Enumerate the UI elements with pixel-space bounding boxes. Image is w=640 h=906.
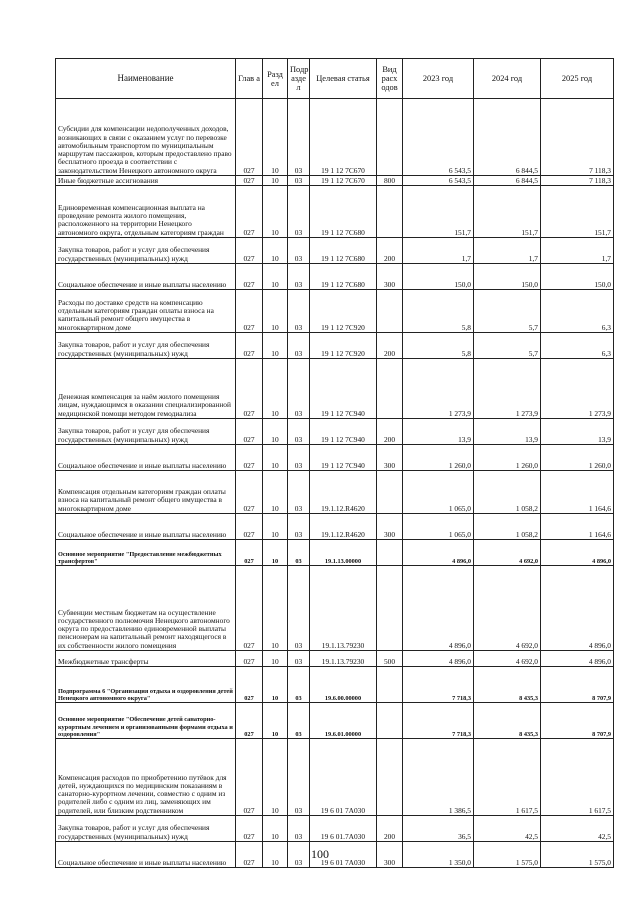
cell-glava: 027 [236,186,263,238]
cell-expense-type: 200 [377,816,403,842]
cell-expense-type: 200 [377,333,403,359]
cell-name: Закупка товаров, работ и услуг для обеспечения государственных (муниципальных) нужд [56,816,236,842]
cell-year-2024: 1 273,9 [474,359,541,419]
table-row [56,445,614,471]
cell-razdel: 10 [263,99,288,176]
cell-razdel: 10 [263,842,288,868]
cell-year-2024: 5,7 [474,290,541,333]
cell-podrazdel: 03 [288,419,310,445]
cell-year-2025: 7 118,3 [541,99,614,176]
cell-year-2024: 150,0 [474,264,541,290]
cell-razdel: 10 [263,186,288,238]
cell-year-2023: 150,0 [403,264,474,290]
cell-name: Субсидии для компенсации недополученных доходов, возникающих в связи с оказанием услуг по перевозке автомобильным транспортом по муниципальным маршрутам пассажиров, которым предоставлено право бесплатного проезда в соответствии с законодательством Ненецкого автономного округа [56,99,236,176]
cell-podrazdel: 03 [288,264,310,290]
cell-year-2023: 1 065,0 [403,471,474,514]
table-row [56,651,614,667]
page-number: 100 [311,847,329,861]
table-row [56,333,614,359]
cell-year-2023: 1,7 [403,238,474,264]
cell-target-article: 19 1 12 7С940 [310,359,377,419]
cell-razdel: 10 [263,264,288,290]
table-row [56,514,614,540]
cell-target-article: 19.6.00.00000 [310,667,377,703]
cell-podrazdel: 03 [288,667,310,703]
cell-expense-type: 500 [377,651,403,667]
table-row [56,186,614,238]
cell-year-2023: 6 543,5 [403,176,474,186]
cell-year-2025: 13,9 [541,419,614,445]
cell-expense-type: 200 [377,238,403,264]
cell-target-article: 19 1 12 7С680 [310,264,377,290]
table-row [56,176,614,186]
cell-expense-type [377,471,403,514]
cell-year-2023: 7 718,3 [403,703,474,739]
cell-year-2024: 1,7 [474,238,541,264]
cell-name: Компенсация расходов по приобретению путёвок для детей, нуждающихся по медицинским показаниям в санаторно-курортном лечении, совместно с одним из родителей либо с одним из лиц, заменяющих им родителей, или близким родственником [56,739,236,816]
cell-year-2024: 8 435,3 [474,667,541,703]
table-row [56,359,614,419]
cell-name: Социальное обеспечение и иные выплаты населению [56,842,236,868]
cell-expense-type [377,540,403,566]
table-header-row [56,59,614,99]
cell-year-2023: 4 896,0 [403,540,474,566]
cell-year-2025: 1 617,5 [541,739,614,816]
cell-year-2023: 151,7 [403,186,474,238]
cell-year-2024: 5,7 [474,333,541,359]
cell-name: Единовременная компенсационная выплата на проведение ремонта жилого помещения, расположенного на территории Ненецкого автономного округа, отдельным категориям граждан [56,186,236,238]
cell-target-article: 19.1.13.00000 [310,540,377,566]
cell-name: Денежная компенсация за наём жилого помещения лицам, нуждающимся в оказании специализированной медицинской помощи методом гемодиализа [56,359,236,419]
table-row [56,419,614,445]
cell-name: Расходы по доставке средств на компенсацию отдельным категориям граждан оплаты взноса на капитальный ремонт общего имущества в многоквартирном доме [56,290,236,333]
cell-glava: 027 [236,842,263,868]
cell-name: Социальное обеспечение и иные выплаты населению [56,264,236,290]
cell-year-2025: 4 896,0 [541,540,614,566]
table-row [56,238,614,264]
cell-year-2025: 4 896,0 [541,566,614,651]
cell-target-article: 19 1 12 7С920 [310,333,377,359]
cell-glava: 027 [236,99,263,176]
cell-expense-type: 300 [377,842,403,868]
cell-name: Подпрограмма 6 "Организация отдыха и оздоровления детей Ненецкого автономного округа" [56,667,236,703]
cell-target-article: 19 6 01 7А030 [310,739,377,816]
cell-year-2023: 1 260,0 [403,445,474,471]
cell-year-2025: 4 896,0 [541,651,614,667]
cell-razdel: 10 [263,667,288,703]
cell-razdel: 10 [263,514,288,540]
cell-podrazdel: 03 [288,290,310,333]
cell-target-article: 19 1 12 7С680 [310,238,377,264]
cell-podrazdel: 03 [288,176,310,186]
cell-year-2023: 6 543,5 [403,99,474,176]
cell-expense-type [377,703,403,739]
cell-razdel: 10 [263,176,288,186]
cell-year-2024: 6 844,5 [474,176,541,186]
cell-expense-type [377,739,403,816]
cell-razdel: 10 [263,703,288,739]
cell-expense-type [377,99,403,176]
table-row [56,816,614,842]
cell-podrazdel: 03 [288,238,310,264]
cell-year-2025: 1 575,0 [541,842,614,868]
cell-year-2024: 1 260,0 [474,445,541,471]
cell-year-2024: 4 692,0 [474,540,541,566]
cell-year-2025: 1,7 [541,238,614,264]
header-year-2025: 2025 год [541,59,614,99]
cell-expense-type [377,290,403,333]
cell-year-2023: 1 350,0 [403,842,474,868]
cell-razdel: 10 [263,540,288,566]
cell-name: Закупка товаров, работ и услуг для обеспечения государственных (муниципальных) нужд [56,333,236,359]
cell-glava: 027 [236,333,263,359]
cell-target-article: 19.6.01.00000 [310,703,377,739]
cell-razdel: 10 [263,816,288,842]
cell-razdel: 10 [263,445,288,471]
cell-year-2025: 42,5 [541,816,614,842]
table-row [56,703,614,739]
cell-podrazdel: 03 [288,816,310,842]
table-row [56,264,614,290]
cell-glava: 027 [236,651,263,667]
cell-year-2024: 42,5 [474,816,541,842]
cell-year-2025: 1 260,0 [541,445,614,471]
cell-year-2025: 8 707,9 [541,703,614,739]
cell-razdel: 10 [263,238,288,264]
cell-target-article: 19 6 01.7А030 [310,816,377,842]
cell-expense-type: 300 [377,264,403,290]
cell-year-2024: 4 692,0 [474,651,541,667]
cell-name: Межбюджетные трансферты [56,651,236,667]
cell-expense-type: 800 [377,176,403,186]
cell-target-article: 19.1.12.R4620 [310,471,377,514]
cell-podrazdel: 03 [288,842,310,868]
cell-year-2023: 13,9 [403,419,474,445]
cell-target-article: 19 1 12 7С670 [310,176,377,186]
cell-year-2023: 7 718,3 [403,667,474,703]
cell-podrazdel: 03 [288,471,310,514]
cell-year-2025: 1 273,9 [541,359,614,419]
cell-name: Социальное обеспечение и иные выплаты населению [56,514,236,540]
cell-year-2023: 1 273,9 [403,359,474,419]
cell-podrazdel: 03 [288,186,310,238]
cell-razdel: 10 [263,739,288,816]
header-glava: Глав а [236,59,263,99]
cell-expense-type: 200 [377,419,403,445]
cell-glava: 027 [236,667,263,703]
cell-podrazdel: 03 [288,445,310,471]
cell-year-2024: 4 692,0 [474,566,541,651]
cell-glava: 027 [236,540,263,566]
cell-podrazdel: 03 [288,99,310,176]
cell-expense-type [377,359,403,419]
cell-podrazdel: 03 [288,651,310,667]
header-name: Наименование [56,59,236,99]
cell-glava: 027 [236,176,263,186]
table-body [56,99,614,868]
cell-razdel: 10 [263,566,288,651]
cell-expense-type: 300 [377,514,403,540]
cell-year-2023: 1 065,0 [403,514,474,540]
cell-expense-type [377,186,403,238]
cell-glava: 027 [236,703,263,739]
cell-year-2023: 1 386,5 [403,739,474,816]
cell-year-2023: 36,5 [403,816,474,842]
cell-expense-type [377,667,403,703]
cell-year-2024: 1 617,5 [474,739,541,816]
cell-name: Компенсация отдельным категориям граждан оплаты взноса на капитальный ремонт общего имущества в многоквартирном доме [56,471,236,514]
cell-year-2023: 5,8 [403,333,474,359]
cell-razdel: 10 [263,471,288,514]
table-row [56,99,614,176]
cell-name: Социальное обеспечение и иные выплаты населению [56,445,236,471]
cell-glava: 027 [236,238,263,264]
cell-podrazdel: 03 [288,703,310,739]
table-row [56,667,614,703]
header-target-article: Целевая статья [310,59,377,99]
cell-glava: 027 [236,471,263,514]
table-row [56,540,614,566]
cell-name: Закупка товаров, работ и услуг для обеспечения государственных (муниципальных) нужд [56,419,236,445]
cell-expense-type: 300 [377,445,403,471]
cell-podrazdel: 03 [288,566,310,651]
cell-year-2025: 7 118,3 [541,176,614,186]
cell-glava: 027 [236,290,263,333]
cell-year-2024: 1 058,2 [474,471,541,514]
cell-razdel: 10 [263,290,288,333]
cell-target-article: 19 1 12 7С940 [310,445,377,471]
cell-target-article: 19 1 12 7С940 [310,419,377,445]
cell-year-2025: 1 164,6 [541,471,614,514]
cell-target-article: 19 1 12 7С680 [310,186,377,238]
cell-year-2024: 1 058,2 [474,514,541,540]
cell-year-2024: 6 844,5 [474,99,541,176]
cell-expense-type [377,566,403,651]
cell-glava: 027 [236,514,263,540]
cell-glava: 027 [236,445,263,471]
cell-podrazdel: 03 [288,739,310,816]
cell-target-article: 19.1.13.79230 [310,566,377,651]
cell-year-2025: 150,0 [541,264,614,290]
cell-glava: 027 [236,264,263,290]
cell-target-article: 19.1.13.79230 [310,651,377,667]
table-row [56,566,614,651]
cell-year-2024: 8 435,3 [474,703,541,739]
cell-year-2024: 1 575,0 [474,842,541,868]
cell-name: Субвенции местным бюджетам на осуществление государственного полномочия Ненецкого автономного округа по предоставлению единовременной выплаты пенсионерам на капитальный ремонт находящегося в их собственности жилого помещения [56,566,236,651]
cell-podrazdel: 03 [288,333,310,359]
cell-target-article: 19 1 12 7С920 [310,290,377,333]
table-row [56,290,614,333]
header-year-2023: 2023 год [403,59,474,99]
cell-target-article: 19.1.12.R4620 [310,514,377,540]
budget-table [55,58,614,868]
cell-podrazdel: 03 [288,359,310,419]
cell-year-2025: 1 164,6 [541,514,614,540]
cell-year-2023: 5,8 [403,290,474,333]
header-razdel: Разд ел [263,59,288,99]
table-row [56,739,614,816]
cell-glava: 027 [236,566,263,651]
table-row [56,471,614,514]
cell-glava: 027 [236,739,263,816]
cell-year-2025: 8 707,9 [541,667,614,703]
cell-glava: 027 [236,419,263,445]
cell-glava: 027 [236,359,263,419]
cell-year-2025: 151,7 [541,186,614,238]
cell-razdel: 10 [263,419,288,445]
cell-year-2025: 6,3 [541,290,614,333]
cell-target-article: 19 1 12 7С670 [310,99,377,176]
header-podrazdel: Подр азде л [288,59,310,99]
cell-name: Закупка товаров, работ и услуг для обеспечения государственных (муниципальных) нужд [56,238,236,264]
cell-name: Иные бюджетные ассигнования [56,176,236,186]
cell-name: Основное мероприятие "Предоставление межбюджетных трансфертов" [56,540,236,566]
cell-target-article: 19 6 01 7А030 [310,842,377,868]
cell-year-2025: 6,3 [541,333,614,359]
cell-year-2023: 4 896,0 [403,566,474,651]
budget-table-container [55,58,613,868]
cell-glava: 027 [236,816,263,842]
cell-year-2024: 151,7 [474,186,541,238]
cell-razdel: 10 [263,359,288,419]
cell-year-2023: 4 896,0 [403,651,474,667]
cell-year-2024: 13,9 [474,419,541,445]
cell-podrazdel: 03 [288,540,310,566]
header-expense-type: Вид расх одов [377,59,403,99]
cell-name: Основное мероприятие "Обеспечение детей санаторно-курортным лечением и организованными формами отдыха и оздоровления" [56,703,236,739]
cell-razdel: 10 [263,333,288,359]
cell-podrazdel: 03 [288,514,310,540]
header-year-2024: 2024 год [474,59,541,99]
cell-razdel: 10 [263,651,288,667]
